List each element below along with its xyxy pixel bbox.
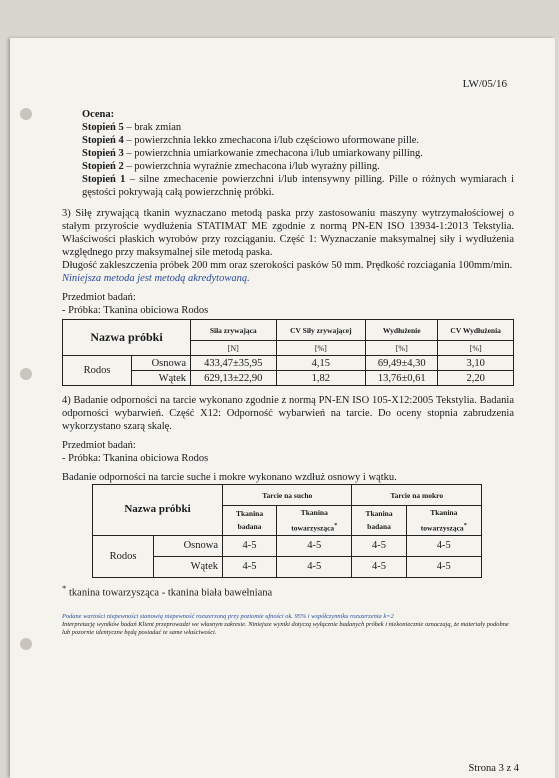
accreditation-note: Niniejsza metoda jest metodą akredytowaną.	[62, 273, 250, 284]
unit-cell: [%]	[366, 341, 438, 356]
disclaimer-note: Interpretację wyników badań Klient przeprowadzi we własnym zakresie. Niniejsze wyniki dotyczą wyłącznie badanych próbek i niekoniecznie oznaczają, że materiały podobne lub pozornie identyczne będą posiadać te same właściwości.	[62, 621, 509, 636]
direction-cell: Wątek	[132, 371, 191, 386]
grade-text: – silne zmechacenie powierzchni i/lub intensywny pilling. Pille o różnych wymiarach i gęstości pokrywają całą powierzchnię próbki.	[82, 174, 515, 198]
direction-cell: Osnowa	[154, 535, 223, 556]
sub-header-accompanying: Tkanina towarzysząca*	[406, 506, 481, 536]
unit-cell: [%]	[276, 341, 366, 356]
uncertainty-note: Podane wartości niepewności stanowią niepewność rozszerzoną przy poziomie ufności ok. 95% i współczynniku rozszerzenia k=2	[62, 613, 394, 620]
section4-text: 4) Badanie odporności na tarcie wykonano zgodnie z normą PN-EN ISO 105-X12:2005 Tekstylia. Badania odporności wybarwień. Część X12: Odporność wybarwień na tarcie. Do oceny stopnia zabrudzenia wykorzystano szarą skalę.	[62, 395, 514, 432]
rubbing-table	[92, 484, 482, 578]
rub-test-desc: Badanie odporności na tarcie suche i mokre wykonano wzdłuż osnowy i wątku.	[62, 472, 397, 483]
col-header-sample: Nazwa próbki	[63, 320, 191, 356]
sample-name-cell: Rodos	[63, 356, 132, 386]
sub-header-accompanying: Tkanina towarzysząca*	[277, 506, 352, 536]
sample-label: - Próbka: Tkanina obiciowa Rodos	[62, 453, 209, 464]
subject-label: Przedmiot badań:	[62, 440, 136, 451]
punch-hole	[20, 108, 32, 120]
section3-text2: Długość zakleszczenia próbek 200 mm oraz szerokości pasków 50 mm. Prędkość rozciagania 100mm/min.	[62, 260, 513, 271]
sub-header-tested: Tkanina badana	[352, 506, 406, 536]
unit-cell: [N]	[191, 341, 277, 356]
value-cell: 3,10	[438, 356, 514, 371]
punch-hole	[20, 638, 32, 650]
value-cell: 13,76±0,61	[366, 371, 438, 386]
binder-holes	[10, 38, 44, 778]
col-header-cv-force: CV Siły zrywającej	[276, 320, 366, 341]
direction-cell: Osnowa	[132, 356, 191, 371]
grade-label: Stopień 2	[82, 161, 124, 172]
grade-text: – powierzchnia wyraźnie zmechacona i/lub wyraźny pilling.	[123, 161, 380, 172]
unit-cell: [%]	[438, 341, 514, 356]
grade-scale	[82, 108, 514, 199]
sub-header-tested: Tkanina badana	[223, 506, 277, 536]
section3-text: 3) Siłę zrywającą tkanin wyznaczano metodą paska przy zastosowaniu maszyny wytrzymałościowej o stałym przyroście wydłużenia STATIMAT ME zgodnie z normą PN-EN ISO 13934-1:2013 Tekstylia. Właściwości płaskich wyrobów przy rozciąganiu. Część 1: Wyznaczanie maksymalnej siły i wydłużenia względnego przy maksymalnej sile metodą paska.	[62, 208, 514, 258]
col-header-dry: Tarcie na sucho	[223, 485, 352, 506]
value-cell: 4-5	[352, 535, 406, 556]
footnote: * tkanina towarzysząca - tkanina biała bawełniana	[62, 582, 273, 598]
col-header-sample: Nazwa próbki	[93, 485, 223, 536]
value-cell: 4-5	[277, 556, 352, 577]
subject-label: Przedmiot badań:	[62, 292, 136, 303]
value-cell: 4-5	[406, 556, 481, 577]
col-header-force: Siła zrywająca	[191, 320, 277, 341]
value-cell: 4-5	[406, 535, 481, 556]
grade-title: Ocena:	[82, 109, 115, 120]
page-content	[62, 108, 514, 637]
value-cell: 4-5	[223, 535, 277, 556]
value-cell: 4,15	[276, 356, 366, 371]
direction-cell: Wątek	[154, 556, 223, 577]
table-row	[63, 356, 514, 371]
strength-table	[62, 319, 514, 386]
table-row	[93, 535, 482, 556]
grade-label: Stopień 3	[82, 148, 124, 159]
value-cell: 433,47±35,95	[191, 356, 277, 371]
grade-text: – powierzchnia umiarkowanie zmechacona i/lub umiarkowany pilling.	[123, 148, 423, 159]
document-page	[10, 38, 555, 778]
grade-label: Stopień 4	[82, 135, 124, 146]
sample-name-cell: Rodos	[93, 535, 154, 577]
value-cell: 2,20	[438, 371, 514, 386]
grade-label: Stopień 5	[82, 122, 124, 133]
value-cell: 4-5	[277, 535, 352, 556]
col-header-cv-elong: CV Wydłużenia	[438, 320, 514, 341]
value-cell: 69,49±4,30	[366, 356, 438, 371]
grade-text: – powierzchnia lekko zmechacona i/lub częściowo uformowane pille.	[123, 135, 420, 146]
sample-label: - Próbka: Tkanina obiciowa Rodos	[62, 305, 209, 316]
value-cell: 4-5	[352, 556, 406, 577]
punch-hole	[20, 368, 32, 380]
col-header-elong: Wydłużenie	[366, 320, 438, 341]
col-header-wet: Tarcie na mokro	[352, 485, 482, 506]
value-cell: 4-5	[223, 556, 277, 577]
value-cell: 629,13±22,90	[191, 371, 277, 386]
value-cell: 1,82	[276, 371, 366, 386]
grade-text: – brak zmian	[123, 122, 182, 133]
document-id: LW/05/16	[462, 78, 507, 90]
grade-label: Stopień 1	[82, 174, 126, 185]
page-number: Strona 3 z 4	[468, 763, 519, 774]
